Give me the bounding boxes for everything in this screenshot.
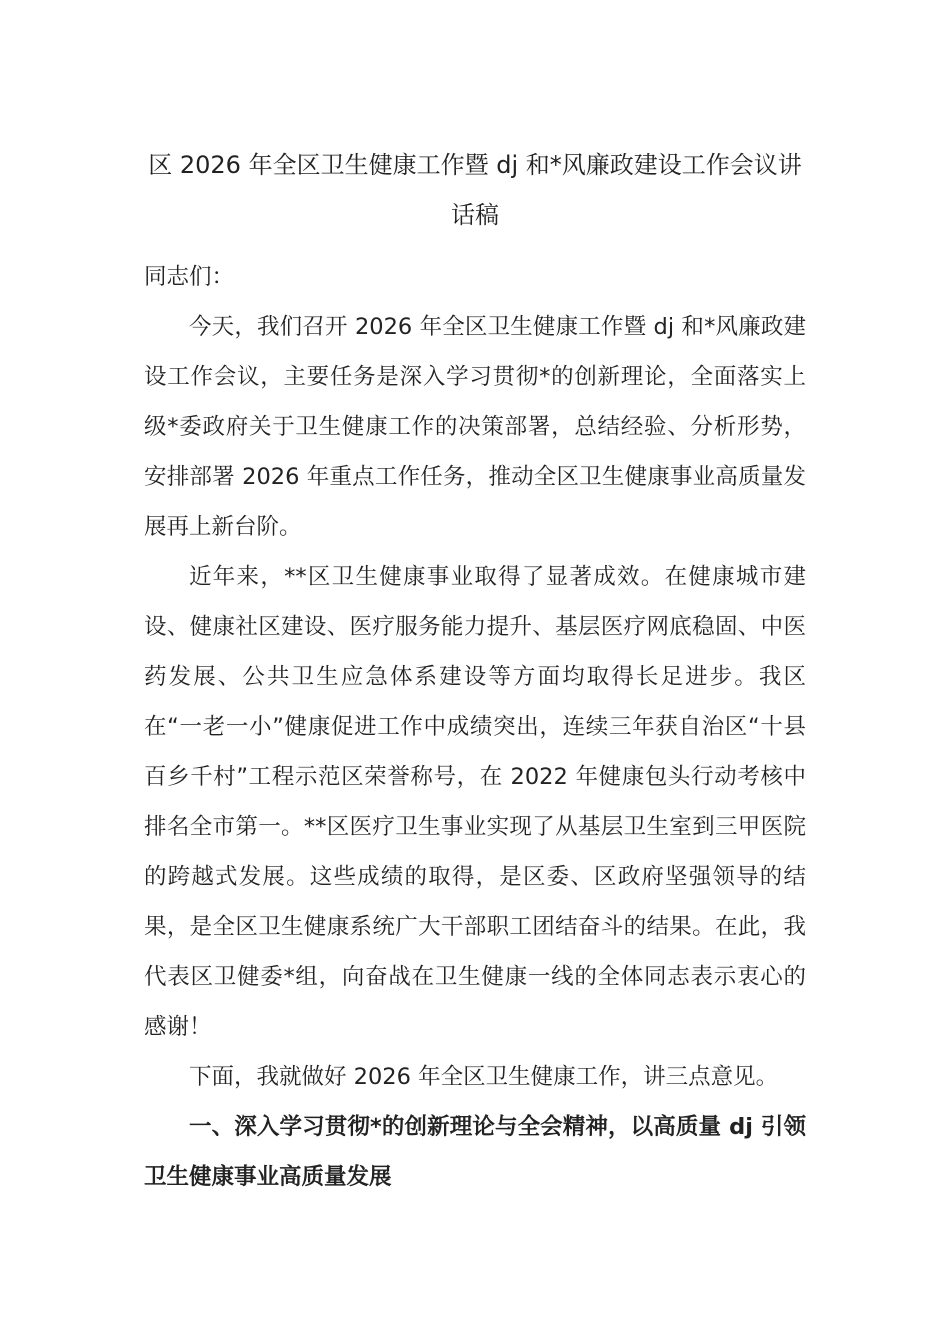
document-body: [144, 140, 806, 1202]
paragraph-intro: 今天，我们召开 2026 年全区卫生健康工作暨 dj 和*风廉政建设工作会议，主要任务是深入学习贯彻*的创新理论，全面落实上级*委政府关于卫生健康工作的决策部署，总结经验、分析形势，安排部署 2026 年重点工作任务，推动全区卫生健康事业高质量发展再上新台阶。: [144, 314, 806, 540]
greeting: 同志们：: [144, 264, 235, 290]
document-title: 区 2026 年全区卫生健康工作暨 dj 和*风廉政建设工作会议讲话稿: [148, 151, 802, 229]
section-heading-1: 一、深入学习贯彻*的创新理论与全会精神，以高质量 dj 引领卫生健康事业高质量发展: [144, 1114, 806, 1190]
paragraph-achievements: 近年来，**区卫生健康事业取得了显著成效。在健康城市建设、健康社区建设、医疗服务能力提升、基层医疗网底稳固、中医药发展、公共卫生应急体系建设等方面均取得长足进步。我区在“一老一小”健康促进工作中成绩突出，连续三年获自治区“十县百乡千村”工程示范区荣誉称号，在 2022 年健康包头行动考核中排名全市第一。**区医疗卫生事业实现了从基层卫生室到三甲医院的跨越式发展。这些成绩的取得，是区委、区政府坚强领导的结果，是全区卫生健康系统广大干部职工团结奋斗的结果。在此，我代表区卫健委*组，向奋战在卫生健康一线的全体同志表示衷心的感谢！: [144, 564, 806, 1040]
paragraph-outline: 下面，我就做好 2026 年全区卫生健康工作，讲三点意见。: [189, 1064, 779, 1090]
